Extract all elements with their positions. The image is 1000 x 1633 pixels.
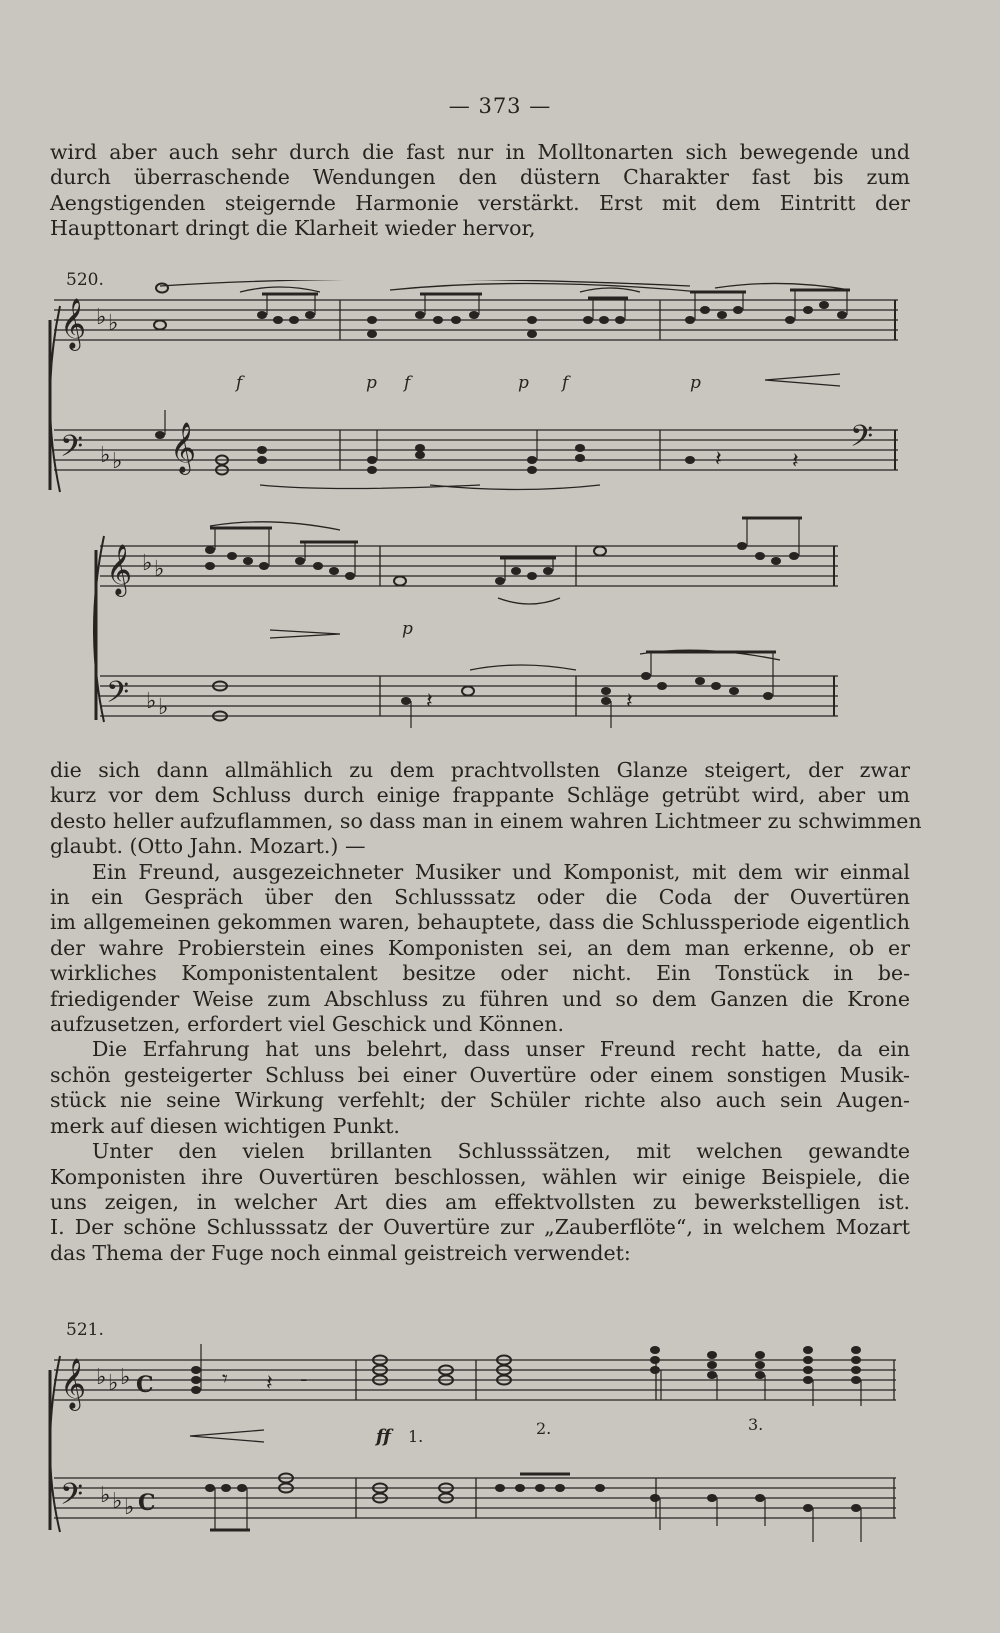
text-line: stück nie seine Wirkung verfehlt; der Schüler richte also auch sein Augen- [50,1088,910,1113]
text-line: Komponisten ihre Ouvertüren beschlossen, wählen wir einige Beispiele, die [50,1164,910,1189]
svg-text:♭: ♭ [108,1371,119,1396]
svg-text:♭: ♭ [112,449,123,474]
text-line: desto heller aufzuflammen, so dass man in einem wahren Lichtmeer zu schwimmen [50,808,922,833]
example-number-520: 520. [66,270,104,290]
text-line: im allgemeinen gekommen waren, behauptete, dass die Schlussperiode eigentlich [50,910,910,935]
text-line: Ein Freund, ausgezeichneter Musiker und Komponist, mit dem wir einmal [92,859,910,884]
svg-text:C: C [136,1372,154,1398]
text-line: wirkliches Komponistentalent besitze oder nicht. Ein Tonstück in be- [50,961,910,986]
svg-text:p: p [366,373,377,393]
text-line: Unter den vielen brillanten Schlusssätzen, mit welchen gewandte [92,1139,910,1164]
paragraph-before-example [50,140,910,242]
svg-text:♭: ♭ [100,443,111,468]
svg-text:♭: ♭ [142,551,153,576]
dynamic-ff: ff [376,1426,391,1447]
text-line: Aengstigenden steigernde Harmonie verstärkt. Erst mit dem Eintritt der [50,190,910,215]
svg-text:♭: ♭ [124,1495,135,1520]
svg-text:♭: ♭ [100,1483,111,1508]
svg-text:𝄽: 𝄽 [266,1371,273,1396]
text-line: Haupttonart dringt die Klarheit wieder hervor, [50,216,536,241]
music-example-520 [0,280,1000,760]
svg-text:f: f [562,373,569,393]
svg-text:𝄽: 𝄽 [626,689,633,714]
svg-text:C: C [138,1490,156,1516]
svg-text:♭: ♭ [108,311,119,336]
svg-text:𝄽: 𝄽 [792,449,799,474]
svg-text:𝄢: 𝄢 [850,420,874,461]
text-line: das Thema der Fuge noch einmal geistreich verwendet: [50,1240,631,1265]
text-line: I. Der schöne Schlusssatz der Ouvertüre zur „Zauberflöte“, in welchem Mozart [50,1215,910,1240]
svg-text:𝄢: 𝄢 [106,676,130,717]
treble-clef-icon: 𝄞 [60,298,87,349]
text-line: der wahre Probierstein eines Komponisten sei, an dem man erkenne, ob er [50,935,910,960]
bass-clef-icon: 𝄢 [60,430,84,471]
svg-text:p: p [402,619,413,639]
svg-text:3.: 3. [748,1415,764,1434]
svg-text:𝄽: 𝄽 [715,447,722,472]
example-number-521: 521. [66,1320,104,1340]
text-line: wird aber auch sehr durch die fast nur in Molltonarten sich bewegende und [50,140,910,164]
svg-text:f: f [236,373,243,393]
text-line: schön gesteigerter Schluss bei einer Ouvertüre oder einem sonstigen Musik- [50,1062,910,1087]
svg-text:♭: ♭ [96,1365,107,1390]
text-line: aufzusetzen, erfordert viel Geschick und Können. [50,1012,564,1037]
svg-text:♭: ♭ [120,1365,131,1390]
text-line: glaubt. (Otto Jahn. Mozart.) — [50,834,366,859]
svg-text:p: p [690,373,701,393]
svg-text:♭: ♭ [96,305,107,330]
text-line: friedigender Weise zum Abschluss zu führen und so dem Ganzen die Krone [50,986,910,1011]
svg-text:f: f [404,373,411,393]
text-line: merk auf diesen wichtigen Punkt. [50,1113,400,1138]
svg-text:p: p [518,373,529,393]
svg-text:𝄾: 𝄾 [222,1367,228,1392]
text-line: uns zeigen, in welcher Art dies am effektvollsten zu bewerkstelligen ist. [50,1189,910,1214]
svg-text:♭: ♭ [158,695,169,720]
text-line: die sich dann allmählich zu dem prachtvollsten Glanze steigert, der zwar [50,758,910,782]
text-line: Die Erfahrung hat uns belehrt, dass unser Freund recht hatte, da ein [92,1037,910,1062]
svg-text:𝄢: 𝄢 [60,1478,84,1519]
svg-text:𝄞: 𝄞 [170,422,197,473]
svg-text:𝄞: 𝄞 [60,1358,87,1409]
main-text-block [50,758,922,1266]
svg-text:2.: 2. [536,1419,552,1438]
text-line: durch überraschende Wendungen den düstern Charakter fast bis zum [50,165,910,190]
svg-text:𝄽: 𝄽 [426,689,433,714]
text-line: in ein Gespräch über den Schlusssatz oder die Coda der Ouvertüren [50,885,910,910]
svg-text:𝄞: 𝄞 [106,544,133,595]
page-number: — 373 — [448,94,552,118]
text-line: kurz vor dem Schluss durch einige frappante Schläge getrübt wird, aber um [50,783,910,808]
svg-text:♭: ♭ [146,689,157,714]
svg-text:1.: 1. [408,1427,424,1446]
svg-text:-: - [300,1367,308,1392]
svg-text:♭: ♭ [154,557,165,582]
music-example-521 [0,1330,1000,1610]
svg-text:♭: ♭ [112,1489,123,1514]
